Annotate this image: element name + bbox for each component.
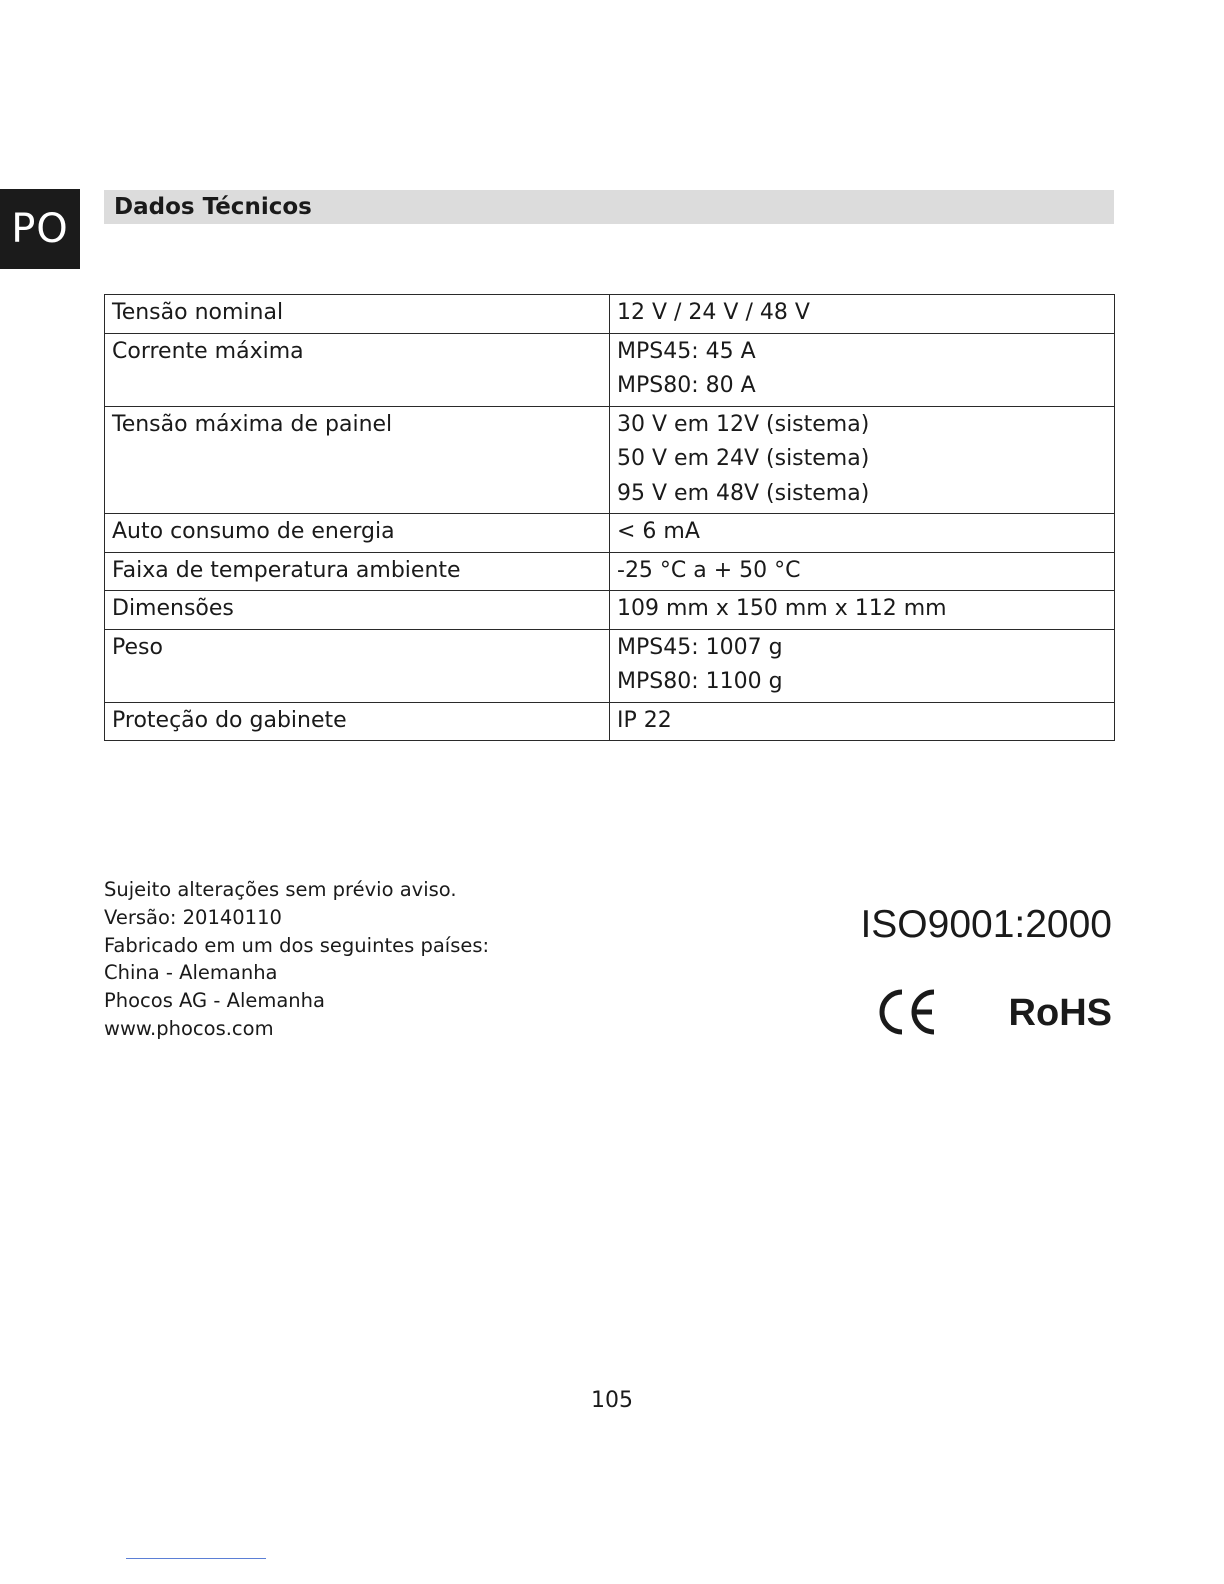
spec-value: 12 V / 24 V / 48 V [610,295,1115,334]
table-row [105,514,1115,553]
footer-line: China - Alemanha [104,961,278,985]
language-tab: PO [0,189,80,269]
table-row [105,333,1115,406]
table-row [105,591,1115,630]
footer-line: Sujeito alterações sem prévio aviso. [104,878,457,901]
footer-line: Fabricado em um dos seguintes países: [104,933,490,957]
spec-label: Proteção do gabinete [105,702,610,741]
footer-line: Phocos AG - Alemanha [104,989,325,1013]
table-row [105,295,1115,334]
spec-label: Auto consumo de energia [105,514,610,553]
spec-value: 30 V em 12V (sistema) 50 V em 24V (sistema) 95 V em 48V (sistema) [610,406,1115,514]
table-row [105,702,1115,741]
table-row [105,406,1115,514]
spec-label: Corrente máxima [105,333,610,406]
spec-value: MPS45: 45 A MPS80: 80 A [610,333,1115,406]
spec-label: Tensão máxima de painel [105,406,610,514]
spec-value: 109 mm x 150 mm x 112 mm [610,591,1115,630]
iso-certification: ISO9001:2000 [860,903,1112,946]
spec-label: Peso [105,629,610,702]
spec-label: Tensão nominal [105,295,610,334]
spec-value: MPS45: 1007 g MPS80: 1100 g [610,629,1115,702]
spec-label: Dimensões [105,591,610,630]
rohs-certification: RoHS [1008,992,1112,1034]
spec-value: -25 °C a + 50 °C [610,552,1115,591]
specs-table [104,294,1115,741]
page-number: 105 [591,1388,633,1413]
footer-info [104,876,489,1043]
table-row [105,552,1115,591]
spec-value: IP 22 [610,702,1115,741]
section-title: Dados Técnicos [104,190,1114,224]
spec-label: Faixa de temperatura ambiente [105,552,610,591]
footer-line: Versão: 20140110 [104,905,282,929]
table-row [105,629,1115,702]
ce-mark-icon [876,986,940,1038]
divider [126,1558,266,1559]
footer-website[interactable]: www.phocos.com [104,1016,274,1040]
spec-value: < 6 mA [610,514,1115,553]
